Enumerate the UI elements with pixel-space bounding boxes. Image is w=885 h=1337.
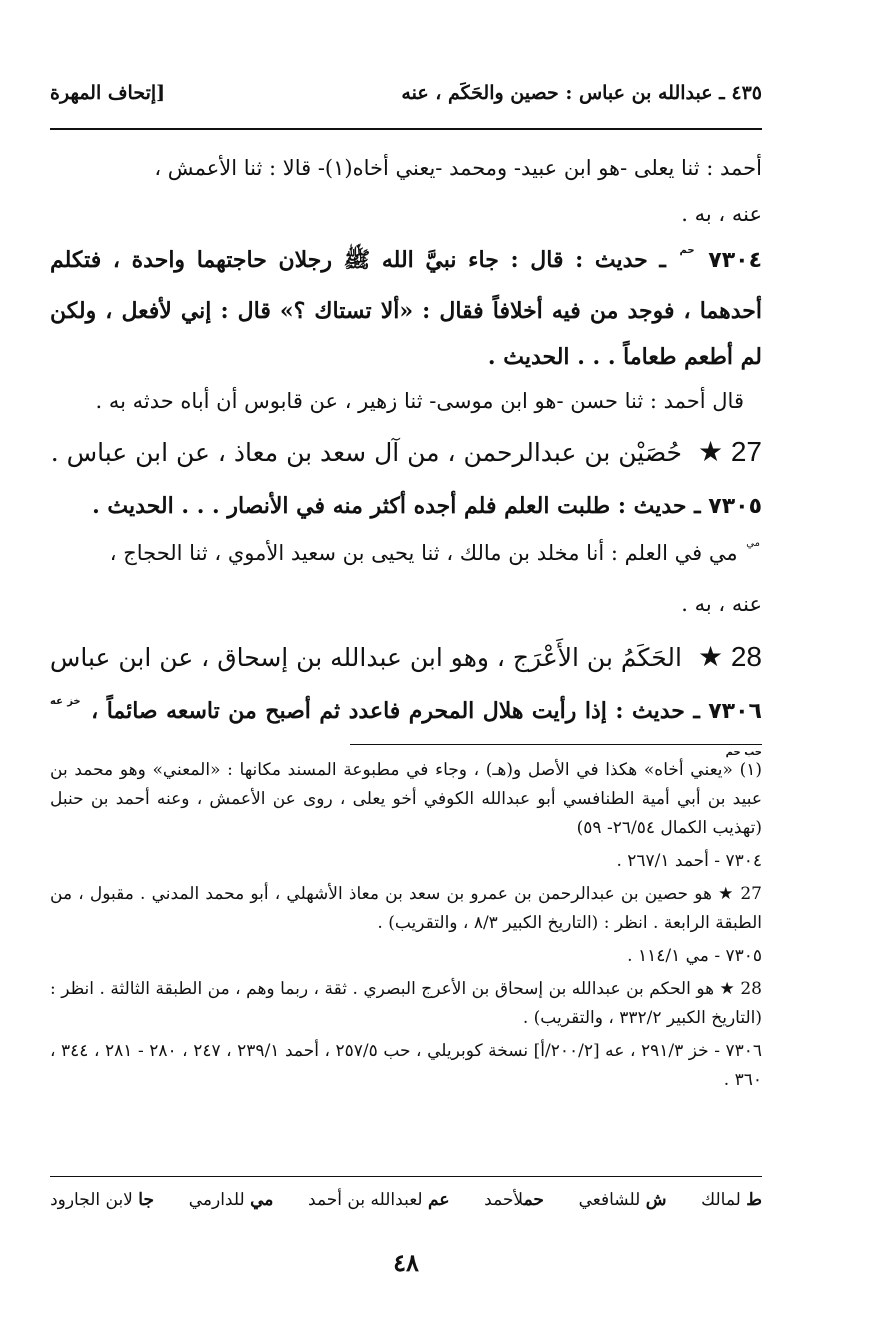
running-header xyxy=(50,82,762,116)
page-number: ٤٨ xyxy=(393,1248,419,1277)
hadith-number: ٧٣٠٦ xyxy=(708,699,762,724)
main-text xyxy=(50,145,762,790)
source-siglum: خز عه حب حم xyxy=(50,696,762,758)
footnote-7305: ٧٣٠٥ - مي ١١٤/١ . xyxy=(627,946,762,966)
footnotes xyxy=(50,756,762,1099)
footnote-28: 28 ★ هو الحكم بن عبدالله بن إسحاق بن الأعرج البصري . ثقة ، ربما وهم ، من الطبقة الثالثة . انظر : (التاريخ الكبير ٣٣٢/٢ ، والتقريب) . xyxy=(50,979,762,1028)
chain-line-end: عنه ، به . xyxy=(681,202,762,226)
footnote-7306: ٧٣٠٦ - خز ٢٩١/٣ ، عه [٢٠٠/٢/أ] نسخة كوبريلي ، حب ٢٥٧/٥ ، أحمد ٢٣٩/١ ، ٢٤٧ ، ٢٨٠ - ٢٨١ ، ٣٤٤ ، ٣٦٠ . xyxy=(50,1041,763,1090)
hadith-7304 xyxy=(50,237,762,380)
footnote-27: 27 ★ هو حصين بن عبدالرحمن بن عمرو بن سعد بن معاذ الأشهلي ، أبو محمد المدني . مقبول ، من الطبقة الرابعة . انظر : (التاريخ الكبير ٨/٣ ، والتقريب) . xyxy=(50,884,762,933)
footnote-7304: ٧٣٠٤ - أحمد ٢٦٧/١ . xyxy=(616,851,762,871)
narration-7304: قال أحمد : ثنا حسن -هو ابن موسى- ثنا زهير ، عن قابوس أن أباه حدثه به . xyxy=(95,389,744,413)
hadith-7305 xyxy=(50,483,762,530)
legend-rule xyxy=(50,1176,762,1177)
legend-item: مي للدارمي xyxy=(188,1190,274,1210)
header-rule xyxy=(50,128,762,130)
narrator-name: حُصَيْن بن عبدالرحمن ، من آل سعد بن معاذ ، عن ابن عباس . xyxy=(50,438,682,467)
header-title: ٤٣٥ ـ عبدالله بن عباس : حصين والحَكَم ، عنه xyxy=(401,82,762,104)
footnote-1: (١) «يعني أخاه» هكذا في الأصل و(هـ) ، وجاء في مطبوعة المسند مكانها : «المعني» وهو محمد بن عبيد بن أبي أمية الطنافسي أبو عبدالله الكوفي أخو يعلى ، روى عن الأعمش ، وعنه أحمد بن حنبل (تهذيب الكمال ٢٦/٥٤- ٥٩) xyxy=(50,760,762,838)
hadith-number: ٧٣٠٥ xyxy=(708,494,762,519)
narration-7305 xyxy=(50,530,762,581)
hadith-text: ـ حديث : قال : جاء نبيَّ الله ﷺ رجلان حاجتهما واحدة ، فتكلم أحدهما ، فوجد من فيه أخلافاً فقال : «ألا تستاك ؟» قال : إني لأفعل ، ولكن لم أطعم طعاماً . . . الحديث . xyxy=(50,247,762,370)
narration-7305-end: عنه ، به . xyxy=(681,592,762,616)
narrator-name: الحَكَمُ بن الأَعْرَج ، وهو ابن عبدالله بن إسحاق ، عن ابن عباس xyxy=(49,643,682,672)
legend-item: عم لعبدالله بن أحمد xyxy=(308,1190,450,1210)
source-siglum: حم xyxy=(679,245,695,256)
footnote-rule xyxy=(350,744,762,745)
abbreviation-legend xyxy=(50,1190,762,1210)
entry-number: 27 ★ xyxy=(697,436,762,467)
header-book-name: [إتحاف المهرة xyxy=(50,82,166,104)
entry-number: 28 ★ xyxy=(697,641,762,672)
book-page xyxy=(50,0,762,1337)
hadith-text: ـ حديث : طلبت العلم فلم أجده أكثر منه في الأنصار . . . الحديث . xyxy=(92,493,701,519)
legend-item: ط لمالك xyxy=(701,1190,762,1210)
narrator-entry-27 xyxy=(50,426,762,479)
legend-item: حملأحمد xyxy=(484,1190,544,1210)
chain-line: أحمد : ثنا يعلى -هو ابن عبيد- ومحمد -يعني أخاه(١)- قالا : ثنا الأعمش ، xyxy=(154,156,762,180)
legend-item: ش للشافعي xyxy=(578,1190,667,1210)
narrator-entry-28 xyxy=(50,631,762,684)
narration-text: مي في العلم : أنا مخلد بن مالك ، ثنا يحيى بن سعيد الأموي ، ثنا الحجاج ، xyxy=(109,541,738,565)
hadith-text: ـ حديث : إذا رأيت هلال المحرم فاعدد ثم أصبح من تاسعه صائماً ، xyxy=(91,698,700,724)
legend-item: جا لابن الجارود xyxy=(50,1190,154,1210)
hadith-number: ٧٣٠٤ xyxy=(708,248,762,273)
source-siglum: مي xyxy=(746,538,760,549)
